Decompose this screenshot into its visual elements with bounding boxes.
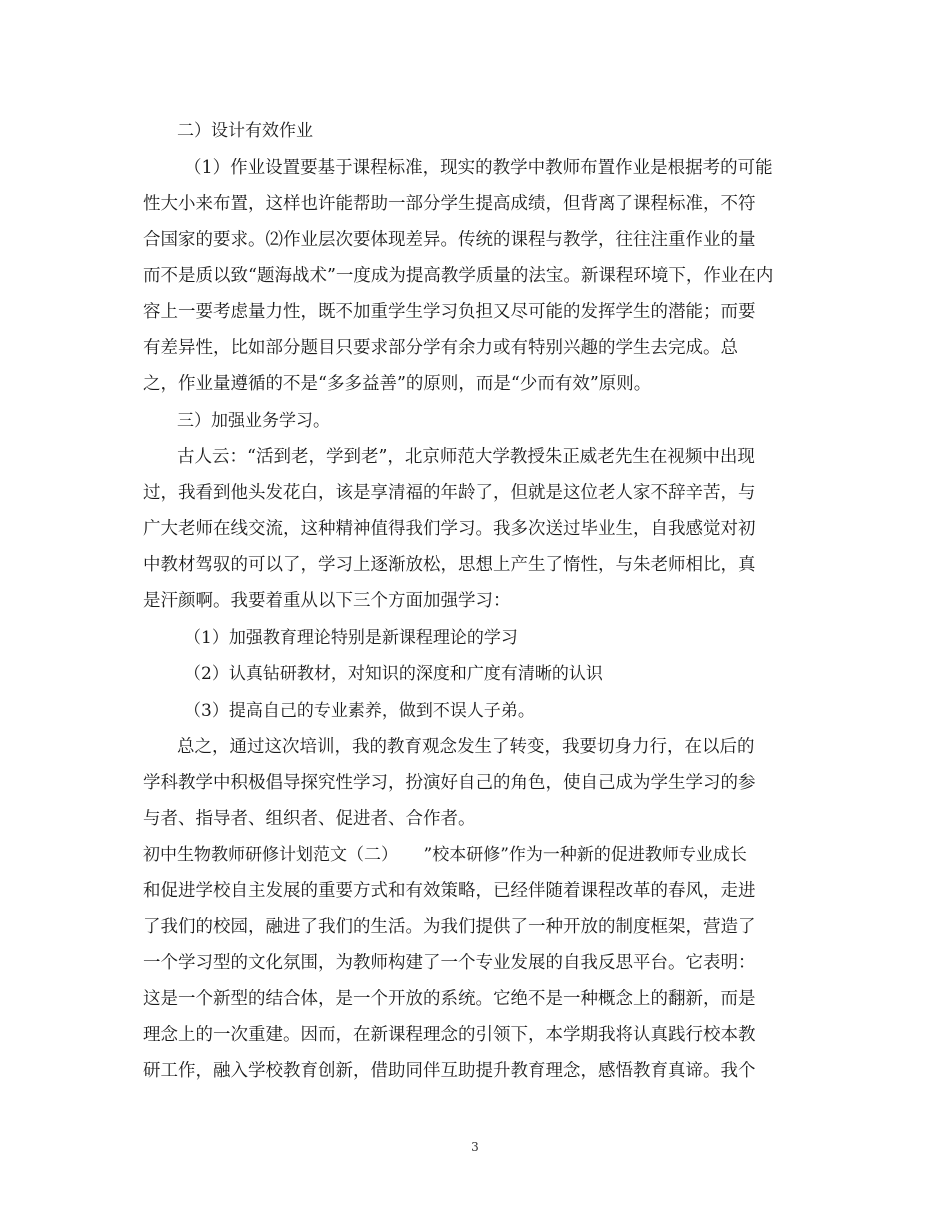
paragraph-line: 总之，通过这次培训，我的教育观念发生了转变，我要切身力行，在以后的 bbox=[177, 737, 755, 757]
paragraph-line: 过，我看到他头发花白，该是享清福的年龄了，但就是这位老人家不辞辛苦，与 bbox=[143, 483, 756, 503]
paragraph-line: 学科教学中积极倡导探究性学习，扮演好自己的角色，使自己成为学生学习的参 bbox=[143, 773, 756, 793]
paragraph-line: 和促进学校自主发展的重要方式和有效策略，已经伴随着课程改革的春风，走进 bbox=[143, 881, 756, 901]
list-item: （1）加强教育理论特别是新课程理论的学习 bbox=[184, 628, 518, 648]
paragraph-line: 了我们的校园，融进了我们的生活。为我们提供了一种开放的制度框架，营造了 bbox=[143, 917, 756, 937]
paragraph-line: 而不是质以致“题海战术”一度成为提高教学质量的法宝。新课程环境下，作业在内 bbox=[143, 266, 774, 286]
paragraph-line: 与者、指导者、组织者、促进者、合作者。 bbox=[143, 809, 476, 829]
paragraph-line: 合国家的要求。⑵作业层次要体现差异。传统的课程与教学，往往注重作业的量 bbox=[143, 230, 756, 250]
heading-strengthen-study: 三）加强业务学习。 bbox=[177, 411, 330, 431]
paragraph-line: 容上一要考虑量力性，既不加重学生学习负担又尽可能的发挥学生的潜能；而要 bbox=[143, 302, 756, 322]
paragraph-line: 广大老师在线交流，这种精神值得我们学习。我多次送过毕业生，自我感觉对初 bbox=[143, 519, 756, 539]
list-item: （3）提高自己的专业素养，做到不误人子弟。 bbox=[184, 701, 535, 721]
section-title-line: 初中生物教师研修计划范文（二） ”校本研修”作为一种新的促进教师专业成长 bbox=[143, 845, 747, 865]
paragraph-line: 是汗颜啊。我要着重从以下三个方面加强学习： bbox=[143, 591, 511, 611]
paragraph-line: （1）作业设置要基于课程标准，现实的教学中教师布置作业是根据考的可能 bbox=[184, 158, 773, 178]
paragraph-line: 古人云：“活到老，学到老”，北京师范大学教授朱正威老先生在视频中出现 bbox=[177, 447, 755, 467]
paragraph-line: 这是一个新型的结合体，是一个开放的系统。它绝不是一种概念上的翻新，而是 bbox=[143, 989, 756, 1009]
heading-design-homework: 二）设计有效作业 bbox=[177, 121, 313, 141]
paragraph-line: 理念上的一次重建。因而，在新课程理念的引领下，本学期我将认真践行校本教 bbox=[143, 1025, 756, 1045]
paragraph-line: 性大小来布置，这样也许能帮助一部分学生提高成绩，但背离了课程标准，不符 bbox=[143, 194, 756, 214]
paragraph-line: 之，作业量遵循的不是“多多益善”的原则，而是“少而有效”原则。 bbox=[143, 374, 652, 394]
paragraph-line: 研工作，融入学校教育创新，借助同伴互助提升教育理念，感悟教育真谛。我个 bbox=[143, 1061, 756, 1081]
page-number: 3 bbox=[471, 1140, 479, 1154]
paragraph-line: 有差异性，比如部分题目只要求部分学有余力或有特别兴趣的学生去完成。总 bbox=[143, 338, 738, 358]
paragraph-line: 中教材驾驭的可以了，学习上逐渐放松，思想上产生了惰性，与朱老师相比，真 bbox=[143, 555, 756, 575]
paragraph-line: 一个学习型的文化氛围，为教师构建了一个专业发展的自我反思平台。它表明： bbox=[143, 953, 756, 973]
list-item: （2）认真钻研教材，对知识的深度和广度有清晰的认识 bbox=[184, 664, 603, 684]
